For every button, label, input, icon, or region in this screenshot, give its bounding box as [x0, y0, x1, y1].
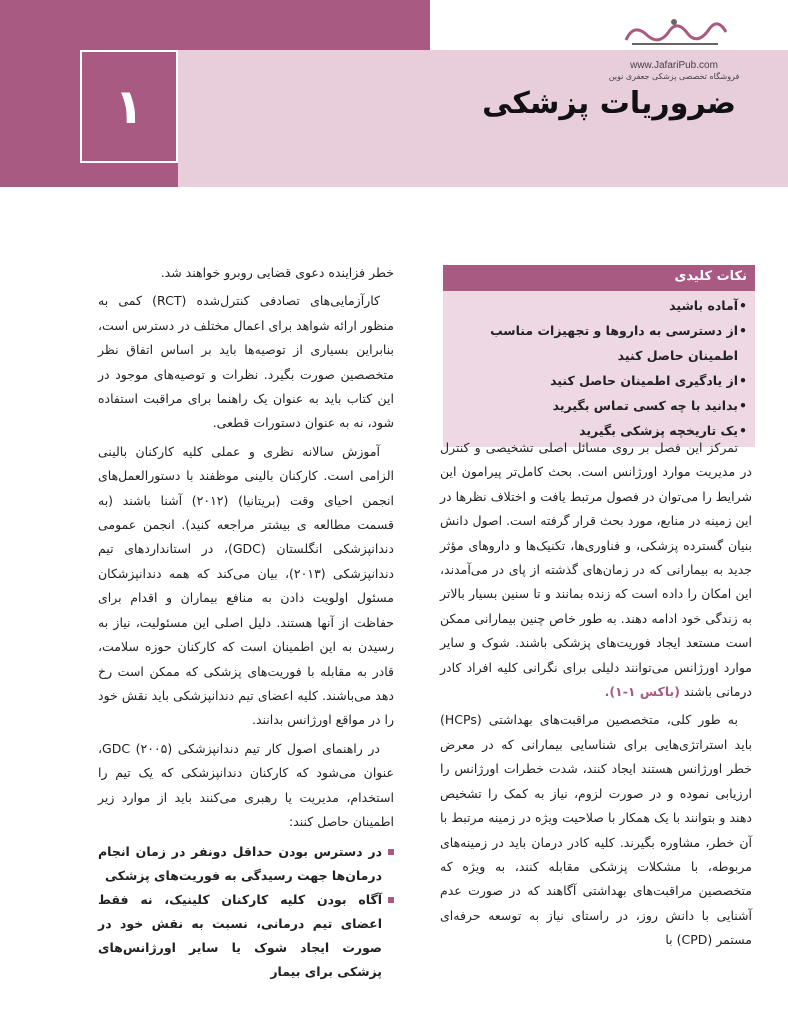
key-points-title: نکات کلیدی	[443, 265, 755, 291]
header-top-bar	[0, 0, 430, 50]
list-item: در دسترس بودن حداقل دونفر در زمان انجام درمان‌ها جهت رسیدگی به فوریت‌های پزشکی	[98, 840, 394, 888]
key-points-list	[443, 291, 755, 447]
list-item: آگاه بودن کلیه کارکنان کلینیک، نه فقط اعضای تیم درمانی، نسبت به نقش خود در صورت ایجاد شوک یا سایر اورژانس‌های پزشکی برای بیمار	[98, 888, 394, 984]
key-point-item: • بدانید با چه کسی تماس بگیرید	[451, 393, 747, 418]
paragraph: در راهنمای اصول کار تیم دندانپزشکی GDC (۲۰۰۵)، عنوان می‌شود که کارکنان دندانپزشکی که یک تیم را استخدام، مدیریت یا رهبری می‌کنند باید از موارد زیر اطمینان حاصل کنند:	[98, 740, 394, 829]
right-column	[440, 436, 752, 957]
key-point-item: • از دسترسی به داروها و تجهیزات مناسب اطمینان حاصل کنید	[451, 318, 747, 368]
chapter-number-box	[80, 50, 178, 163]
key-point-item: • از یادگیری اطمینان حاصل کنید	[451, 368, 747, 393]
publisher-logo	[604, 14, 744, 81]
chapter-number: ۱	[114, 78, 144, 135]
paragraph: به طور کلی، متخصصین مراقبت‌های بهداشتی (HCPs) باید استراتژی‌هایی برای شناسایی بیمارانی که در معرض خطر اورژانس هستند ایجاد کنند، شدت خطرات اورژانس را ارزیابی نموده و در صورت لزوم، نیاز به کمک را تشخیص دهند و بتوانند با یک همکار با صلاحیت ویژه در زمینه مرتبط با آن خطر، مشاوره بگیرند. کلیه کادر درمان باید در زمینه‌های مربوطه، با مشکلات پزشکی مقابله کنند، به ویژه که متخصصین مراقبت‌های بهداشتی آگاهند که در صورت عدم آشنایی با دانش روز، در راستای نیاز به توسعه حرفه‌ای مستمر (CPD) با	[440, 712, 752, 948]
box-reference-link[interactable]: (باکس ۱-۱).	[604, 684, 680, 700]
key-point-item: • آماده باشید	[451, 293, 747, 318]
paragraph: آموزش سالانه نظری و عملی کلیه کارکنان بالینی الزامی است. کارکنان بالینی موظفند با دستورالعمل‌های انجمن احیای وقت (بریتانیا) (۲۰۱۲) آشنا باشند (به قسمت مطالعه ی بیشتر مراجعه کنید). انجمن عمومی دندانپزشکی انگلستان (GDC)، در استانداردهای تیم دندانپزشکی (۲۰۱۳)، بیان می‌کند که همه دندانپزشکان مسئول اولویت دادن به منافع بیماران و اقدام برای حفاظت از آنها هستند. دلیل اصلی این مسئولیت، نیاز به رسیدن به این اطمینان است که کارکنان حوزه سلامت، قادر به مقابله با فوریت‌های پزشکی که ممکن است رخ دهد می‌باشند. کلیه اعضای تیم دندانپزشکی باید نقش خود را در مواقع اورژانس بدانند.	[98, 443, 395, 728]
logo-url: www.JafariPub.com	[630, 60, 718, 71]
requirements-list	[98, 840, 394, 984]
key-point-item: • یک تاریخچه پزشکی بگیرید	[451, 418, 747, 443]
publisher-logo-mark-icon	[614, 14, 734, 54]
paragraph: کارآزمایی‌های تصادفی کنترل‌شده (RCT) کمی به منظور ارائه شواهد برای اعمال مختلف در دسترس است، بنابراین بسیاری از توصیه‌ها باید بر اساس اتفاق نظر متخصصین صورت بگیرد. نظرات و توصیه‌های موجود در این کتاب باید به عنوان یک راهنما برای مراقبت استفاده شود، نه به عنوان دستورات قطعی.	[98, 293, 394, 431]
paragraph-text: تمرکز این فصل بر روی مسائل اصلی تشخیصی و کنترل در مدیریت موارد اورژانس است. بحث کامل‌تر پیرامون این شرایط را می‌توان در فصول مرتبط یافت و اختلاف نظرها در این زمینه در منابع، مورد بحث قرار گرفته است. اصول دانش بنیان گسترده پزشکی، و فناوری‌ها، تکنیک‌ها و داروهای مؤثر جدید به بیمارانی که در زمان‌های گذشته از پای در می‌آمدند، این امکان را داده است که زنده بمانند و تا سنین بسیار بالاتر به زندگی خود ادامه دهند. به طور خاص چنین بیمارانی ممکن است مستعد ایجاد فوریت‌های پزشکی باشند. شوک و سایر موارد اورژانس می‌توانند دلیلی برای نگرانی کلیه افراد کادر درمانی باشند	[440, 440, 752, 700]
key-points-box	[443, 265, 755, 447]
chapter-title: ضروریات پزشکی	[482, 86, 736, 121]
paragraph	[440, 436, 752, 704]
left-column	[98, 261, 394, 984]
paragraph: خطر فزاینده دعوی قضایی روبرو خواهند شد.	[160, 265, 394, 280]
logo-subtitle: فروشگاه تخصصی پزشکی جعفری نوین	[608, 72, 740, 81]
